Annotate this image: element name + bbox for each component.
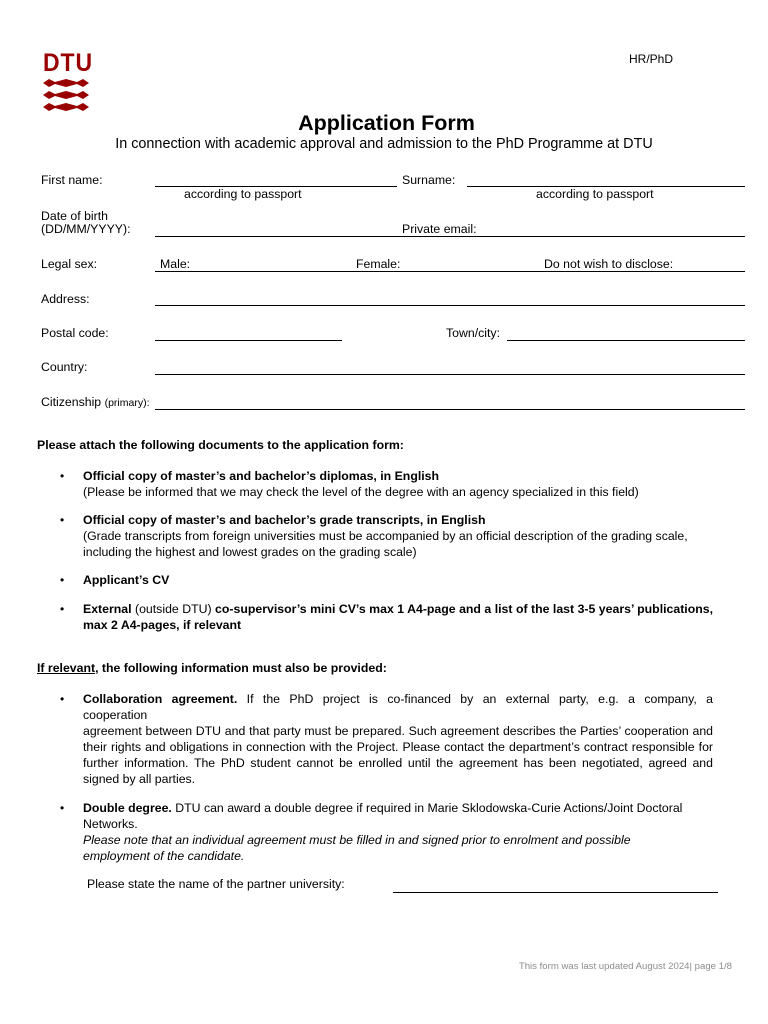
relevant-heading-underlined: If relevant bbox=[37, 661, 96, 675]
collab-line2: cooperation bbox=[83, 708, 148, 722]
dob-label-line1: Date of birth bbox=[41, 209, 108, 223]
attachment-cosupervisor: co-supervisor’s mini CV’s max 1 A4-page and a list of the last 3-5 years’ publications, max 2 A4-pages, if relevant bbox=[83, 602, 713, 632]
attachment-title: Official copy of master’s and bachelor’s grade transcripts, in English bbox=[83, 513, 486, 527]
first-name-label: First name: bbox=[41, 173, 103, 187]
first-name-hint: according to passport bbox=[184, 187, 302, 201]
collab-body: agreement between DTU and that party must be prepared. Such agreement describes the Parties’ cooperation and their rights and obligations in connection with the Project. Please contact the department’s contract responsible for further information. The PhD student cannot be enrolled until the agreement has been negotiated, agreed and signed by all parties. bbox=[83, 724, 713, 786]
footer-note: This form was last updated August 2024| page 1/8 bbox=[518, 961, 732, 972]
partner-university-label: Please state the name of the partner university: bbox=[87, 877, 345, 891]
logo-text: DTU bbox=[43, 49, 94, 77]
citizenship-label-text: Citizenship bbox=[41, 395, 102, 409]
dtu-logo bbox=[43, 49, 94, 113]
bullet-icon: • bbox=[60, 469, 65, 483]
surname-hint: according to passport bbox=[536, 187, 654, 201]
bullet-icon: • bbox=[60, 573, 65, 587]
relevant-heading-rest: , the following information must also be provided: bbox=[95, 661, 387, 675]
attachment-note-line2: including the highest and lowest grades on the grading scale) bbox=[83, 545, 417, 559]
list-item bbox=[60, 512, 713, 560]
citizenship-label bbox=[41, 395, 150, 409]
no-disclose-label: Do not wish to disclose: bbox=[544, 257, 674, 271]
partner-university-field[interactable] bbox=[393, 892, 718, 893]
male-label: Male: bbox=[160, 257, 191, 271]
legal-sex-field-line[interactable] bbox=[155, 271, 745, 272]
bullet-icon: • bbox=[60, 692, 65, 706]
list-item bbox=[60, 691, 713, 787]
attachment-note-line1: (Grade transcripts from foreign universities must be accompanied by an official description of the grading scale, bbox=[83, 529, 688, 543]
legal-sex-label: Legal sex: bbox=[41, 257, 98, 271]
address-field[interactable] bbox=[155, 305, 745, 306]
list-item bbox=[60, 800, 713, 864]
double-italic-note: Please note that an individual agreement must be filled in and signed prior to enrolment and possible employment of the candidate. bbox=[83, 833, 631, 863]
attachments-heading: Please attach the following documents to the application form: bbox=[37, 438, 404, 452]
bullet-icon: • bbox=[60, 801, 65, 815]
citizenship-note: (primary): bbox=[104, 397, 150, 409]
double-title: Double degree. bbox=[83, 801, 172, 815]
page-title: Application Form bbox=[298, 111, 475, 135]
collab-title: Collaboration agreement. bbox=[83, 692, 238, 706]
collab-line1: If the PhD project is co-financed by an external party, e.g. a company, a bbox=[237, 692, 713, 706]
address-label: Address: bbox=[41, 292, 90, 306]
attachment-title: Applicant’s CV bbox=[83, 573, 170, 587]
female-label: Female: bbox=[356, 257, 401, 271]
postal-code-label: Postal code: bbox=[41, 326, 109, 340]
page-subtitle: In connection with academic approval and admission to the PhD Programme at DTU bbox=[115, 136, 653, 152]
postal-code-field[interactable] bbox=[155, 340, 342, 341]
list-item bbox=[60, 601, 713, 633]
collab-first-line bbox=[83, 691, 713, 707]
town-label: Town/city: bbox=[446, 326, 500, 340]
dtu-logo-mark-icon bbox=[43, 79, 89, 113]
document-reference: HR/PhD bbox=[629, 52, 674, 66]
attachment-outside: (outside DTU) bbox=[131, 602, 216, 616]
bullet-icon: • bbox=[60, 602, 65, 616]
attachment-external: External bbox=[83, 602, 132, 616]
bullet-icon: • bbox=[60, 513, 65, 527]
country-field[interactable] bbox=[155, 374, 745, 375]
dob-label-line2: (DD/MM/YYYY): bbox=[41, 222, 131, 236]
surname-label: Surname: bbox=[402, 173, 456, 187]
town-field[interactable] bbox=[507, 340, 745, 341]
list-item bbox=[60, 468, 713, 500]
country-label: Country: bbox=[41, 360, 88, 374]
double-degree-text bbox=[83, 800, 713, 832]
attachment-title: Official copy of master’s and bachelor’s diplomas, in English bbox=[83, 469, 440, 483]
attachment-note: (Please be informed that we may check the level of the degree with an agency specialized in this field) bbox=[83, 485, 639, 499]
double-body: DTU can award a double degree if required in Marie Sklodowska-Curie Actions/Joint Doctoral Networks. bbox=[83, 801, 683, 831]
dob-email-field-line[interactable] bbox=[155, 236, 745, 237]
list-item bbox=[60, 572, 713, 588]
relevant-heading bbox=[37, 661, 387, 675]
citizenship-field[interactable] bbox=[155, 409, 745, 410]
private-email-label: Private email: bbox=[402, 222, 477, 236]
